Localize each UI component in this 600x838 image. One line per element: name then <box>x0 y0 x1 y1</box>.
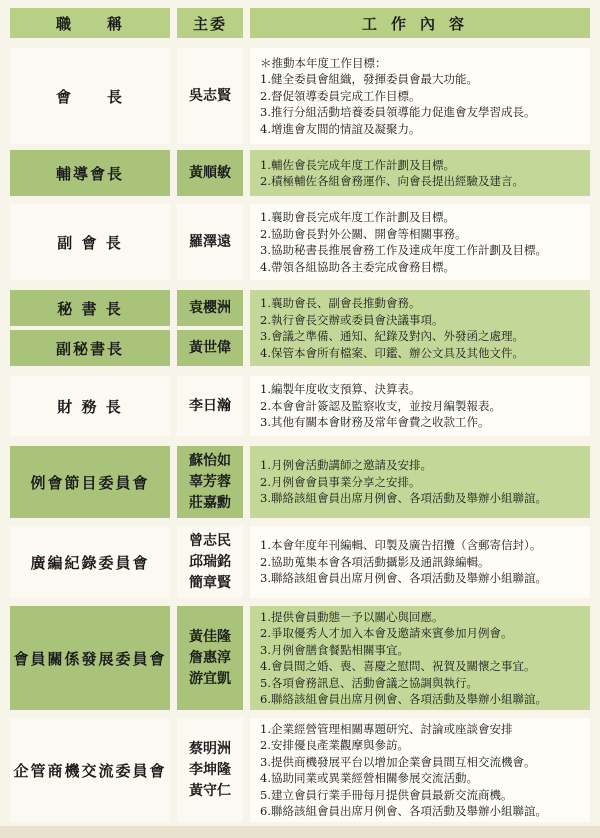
row-content-treasurer <box>250 376 590 436</box>
row-title-editorial-committee: 廣編紀錄委員會 <box>10 526 170 598</box>
content-line: 2.月例會會員事業分享之安排。 <box>260 474 421 489</box>
content-line: 2.安排優良產業觀摩與參訪。 <box>260 738 409 752</box>
content-line: 6.聯絡該組會員出席月例會、各項活動及舉辦小組聯誼。 <box>260 692 547 706</box>
row-title-treasurer: 財 務 長 <box>10 376 170 436</box>
chief-name: 辜芳蓉 <box>189 473 231 490</box>
content-line: 3.聯絡該組會員出席月例會、各項活動及舉辦小組聯誼。 <box>260 571 547 586</box>
row-chief-deputy-secretary <box>177 330 243 366</box>
row-title-program-committee: 例會節目委員會 <box>10 446 170 518</box>
footer-bar <box>0 826 600 838</box>
content-line: 3.其他有關本會財務及常年會費之收款工作。 <box>260 415 490 430</box>
content-line: 1.企業經營管理相關專題研究、討論或座談會安排 <box>260 721 513 736</box>
chief-name: 蘇怡如 <box>189 452 231 469</box>
row-content-vice-president <box>250 204 590 280</box>
content-line: 3.協助秘書長推展會務工作及達成年度工作計劃及目標。 <box>260 243 547 257</box>
content-line: 3.提供商機發展平台以增加企業會員間互相交流機會。 <box>260 754 536 769</box>
content-line: 1.本會年度年刊編輯、印製及廣告招攬（含郵寄信封）。 <box>260 538 542 553</box>
row-chief-advisor <box>177 150 243 196</box>
content-line: 1.編製年度收支預算、決算表。 <box>260 382 421 397</box>
row-content-advisor <box>250 150 590 196</box>
content-line: 1.提供會員動態－予以關心與回應。 <box>260 609 444 624</box>
row-content-business-exchange-committee <box>250 718 590 822</box>
chief-name: 莊嘉勳 <box>189 494 231 511</box>
chief-name: 邱瑞銘 <box>189 553 231 570</box>
row-chief-treasurer <box>177 376 243 436</box>
chief-name: 游宜凱 <box>189 670 231 687</box>
chief-name: 羅澤遠 <box>189 233 231 250</box>
content-line: 4.增進會友間的情誼及凝聚力。 <box>260 121 421 136</box>
row-chief-vice-president <box>177 204 243 280</box>
content-line: 4.保管本會所有檔案、印鑑、辦公文具及其他文件。 <box>260 345 524 360</box>
chief-name: 曾志民 <box>189 532 231 549</box>
chief-name: 吳志賢 <box>189 87 231 104</box>
content-line: 3.會議之準備、通知、紀錄及對內、外發函之處理。 <box>260 329 524 343</box>
content-line: 2.協助蒐集本會各項活動攝影及通訊錄編輯。 <box>260 554 490 569</box>
chief-name: 黃佳隆 <box>189 628 231 645</box>
row-content-member-relations-committee <box>250 606 590 710</box>
content-line: 5.建立會員行業手冊每月提供會員最新交流商機。 <box>260 787 513 802</box>
content-line: 3.聯絡該組會員出席月例會、各項活動及舉辦小組聯誼。 <box>260 491 547 506</box>
chief-name: 蔡明洲 <box>189 740 231 757</box>
content-line: 1.月例會活動講師之邀請及安排。 <box>260 458 432 473</box>
row-content-secretary <box>250 290 590 366</box>
chief-name: 黃順敏 <box>189 164 231 181</box>
row-chief-program-committee <box>177 446 243 518</box>
row-title-deputy-secretary: 副秘書長 <box>10 330 170 366</box>
chief-name: 黃守仁 <box>189 782 231 799</box>
row-content-president <box>250 48 590 144</box>
row-title-president: 會 長 <box>10 48 170 144</box>
content-line: 5.各項會務訊息、活動會議之協調與執行。 <box>260 675 478 690</box>
row-title-member-relations-committee: 會員關係發展委員會 <box>10 606 170 710</box>
content-line: 2.爭取優秀人才加入本會及邀請來賓參加月例會。 <box>260 626 513 640</box>
chief-name: 詹惠淳 <box>189 649 231 666</box>
content-line: 3.月例會膳食餐點相關事宜。 <box>260 642 409 657</box>
header-content: 工作內容 <box>250 8 590 38</box>
content-line: 6.聯絡該組會員出席月例會、各項活動及舉辦小組聯誼。 <box>260 804 547 818</box>
row-chief-member-relations-committee <box>177 606 243 710</box>
chief-name: 簡章賢 <box>189 574 231 591</box>
row-title-vice-president: 副 會 長 <box>10 204 170 280</box>
chief-name: 黃世偉 <box>189 339 231 356</box>
content-line: 1.輔佐會長完成年度工作計劃及目標。 <box>260 157 455 172</box>
content-line: ＊推動本年度工作目標： <box>260 55 387 70</box>
row-title-advisor: 輔導會長 <box>10 150 170 196</box>
row-content-program-committee <box>250 446 590 518</box>
chief-name: 袁櫻洲 <box>189 299 231 316</box>
content-line: 1.襄助會長、副會長推動會務。 <box>260 296 421 310</box>
content-line: 2.積極輔佐各組會務運作、向會長提出經驗及建言。 <box>260 174 524 188</box>
row-title-business-exchange-committee: 企管商機交流委員會 <box>10 718 170 822</box>
content-line: 1.健全委員會組織，發揮委員會最大功能。 <box>260 72 478 87</box>
header-title: 職 稱 <box>10 8 170 38</box>
chief-name: 李日瀚 <box>189 397 231 414</box>
row-content-editorial-committee <box>250 526 590 598</box>
row-chief-secretary <box>177 290 243 326</box>
content-line: 2.本會會計簽認及監察收支，並按月編製報表。 <box>260 398 501 413</box>
content-line: 1.襄助會長完成年度工作計劃及目標。 <box>260 210 455 224</box>
content-line: 4.會員間之婚、喪、喜慶之慰問、祝賀及關懷之事宜。 <box>260 659 536 673</box>
content-line: 4.帶領各組協助各主委完成會務目標。 <box>260 259 455 274</box>
content-line: 2.督促領導委員完成工作目標。 <box>260 88 421 103</box>
row-chief-business-exchange-committee <box>177 718 243 822</box>
content-line: 4.協助同業或異業經營相關參展交流活動。 <box>260 771 478 785</box>
content-line: 2.協助會長對外公關、開會等相關事務。 <box>260 226 467 241</box>
row-chief-editorial-committee <box>177 526 243 598</box>
chief-name: 李坤隆 <box>189 761 231 778</box>
content-line: 2.執行會長交辦或委員會決議事項。 <box>260 312 444 327</box>
row-title-secretary: 秘 書 長 <box>10 290 170 326</box>
header-chief: 主委 <box>177 8 243 38</box>
row-chief-president <box>177 48 243 144</box>
content-line: 3.推行分組活動培養委員領導能力促進會友學習成長。 <box>260 105 536 120</box>
